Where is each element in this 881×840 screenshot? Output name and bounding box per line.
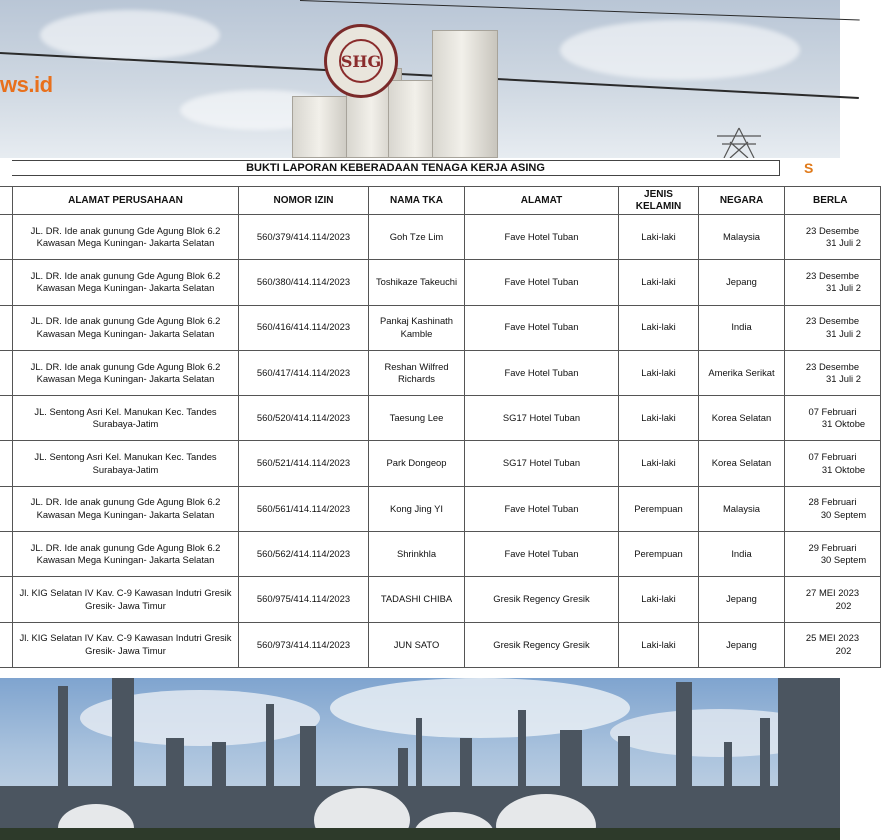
worker-name-cell: Shrinkhla bbox=[369, 532, 465, 577]
seal-emblem: SHG bbox=[339, 39, 383, 83]
gender-cell: Perempuan bbox=[619, 486, 699, 531]
company-address-cell: JL. DR. Ide anak gunung Gde Agung Blok 6.2 Kawasan Mega Kuningan- Jakarta Selatan bbox=[13, 305, 239, 350]
column-header-index bbox=[0, 187, 13, 215]
worker-name-cell: Pankaj Kashinath Kamble bbox=[369, 305, 465, 350]
permit-number-cell: 560/561/414.114/2023 bbox=[239, 486, 369, 531]
company-seal bbox=[324, 24, 398, 98]
validity-end: 202 bbox=[835, 644, 852, 656]
country-cell: Korea Selatan bbox=[699, 396, 785, 441]
residence-address-cell: Fave Hotel Tuban bbox=[465, 260, 619, 305]
validity-end: 30 Septem bbox=[820, 554, 867, 566]
row-index-cell bbox=[0, 532, 13, 577]
table-row bbox=[0, 577, 881, 622]
validity-cell bbox=[785, 396, 881, 441]
row-index-cell bbox=[0, 486, 13, 531]
permit-number-cell: 560/416/414.114/2023 bbox=[239, 305, 369, 350]
row-index-cell bbox=[0, 305, 13, 350]
validity-cell bbox=[785, 260, 881, 305]
worker-name-cell: Reshan Wilfred Richards bbox=[369, 350, 465, 395]
row-index-cell bbox=[0, 260, 13, 305]
table-row bbox=[0, 350, 881, 395]
validity-cell bbox=[785, 577, 881, 622]
table-row bbox=[0, 486, 881, 531]
permit-number-cell: 560/417/414.114/2023 bbox=[239, 350, 369, 395]
validity-start: 07 Februari bbox=[808, 405, 857, 417]
validity-start: 27 MEI 2023 bbox=[805, 587, 860, 599]
column-header-alamat-perusahaan: ALAMAT PERUSAHAAN bbox=[13, 187, 239, 215]
validity-cell bbox=[785, 441, 881, 486]
gender-cell: Laki-laki bbox=[619, 622, 699, 667]
table-row bbox=[0, 215, 881, 260]
table-row bbox=[0, 396, 881, 441]
table-row bbox=[0, 622, 881, 667]
permit-number-cell: 560/379/414.114/2023 bbox=[239, 215, 369, 260]
residence-address-cell: Fave Hotel Tuban bbox=[465, 215, 619, 260]
worker-name-cell: Goh Tze Lim bbox=[369, 215, 465, 260]
gender-cell: Laki-laki bbox=[619, 441, 699, 486]
transmission-tower-icon bbox=[712, 128, 766, 158]
validity-start: 23 Desembe bbox=[805, 224, 860, 236]
worker-name-cell: JUN SATO bbox=[369, 622, 465, 667]
validity-start: 07 Februari bbox=[808, 451, 857, 463]
residence-address-cell: Gresik Regency Gresik bbox=[465, 622, 619, 667]
country-cell: India bbox=[699, 305, 785, 350]
column-header-jenis-kelamin: JENIS KELAMIN bbox=[619, 187, 699, 215]
worker-name-cell: Toshikaze Takeuchi bbox=[369, 260, 465, 305]
validity-cell bbox=[785, 532, 881, 577]
row-index-cell bbox=[0, 215, 13, 260]
gender-cell: Laki-laki bbox=[619, 396, 699, 441]
validity-end: 31 Oktobe bbox=[821, 418, 866, 430]
permit-number-cell: 560/520/414.114/2023 bbox=[239, 396, 369, 441]
table-row bbox=[0, 305, 881, 350]
company-address-cell: JL. DR. Ide anak gunung Gde Agung Blok 6.2 Kawasan Mega Kuningan- Jakarta Selatan bbox=[13, 260, 239, 305]
document-title: BUKTI LAPORAN KEBERADAAN TENAGA KERJA ASING bbox=[12, 160, 780, 176]
country-cell: Jepang bbox=[699, 622, 785, 667]
row-index-cell bbox=[0, 577, 13, 622]
validity-end: 30 Septem bbox=[820, 508, 867, 520]
country-cell: Korea Selatan bbox=[699, 441, 785, 486]
validity-end: 31 Juli 2 bbox=[826, 282, 861, 294]
validity-start: 23 Desembe bbox=[805, 360, 860, 372]
header-photo bbox=[0, 0, 840, 158]
table-row bbox=[0, 532, 881, 577]
validity-cell bbox=[785, 305, 881, 350]
company-address-cell: JL. Sentong Asri Kel. Manukan Kec. Tandes Surabaya-Jatim bbox=[13, 441, 239, 486]
gender-cell: Perempuan bbox=[619, 532, 699, 577]
validity-cell bbox=[785, 350, 881, 395]
row-index-cell bbox=[0, 441, 13, 486]
company-address-cell: JL. DR. Ide anak gunung Gde Agung Blok 6.2 Kawasan Mega Kuningan- Jakarta Selatan bbox=[13, 532, 239, 577]
worker-name-cell: Taesung Lee bbox=[369, 396, 465, 441]
corner-label: S bbox=[804, 160, 814, 176]
validity-end: 202 bbox=[835, 599, 852, 611]
residence-address-cell: Fave Hotel Tuban bbox=[465, 532, 619, 577]
gender-cell: Laki-laki bbox=[619, 215, 699, 260]
worker-name-cell: Park Dongeop bbox=[369, 441, 465, 486]
validity-end: 31 Juli 2 bbox=[826, 373, 861, 385]
residence-address-cell: SG17 Hotel Tuban bbox=[465, 441, 619, 486]
validity-end: 31 Oktobe bbox=[821, 463, 866, 475]
validity-cell bbox=[785, 215, 881, 260]
cloud bbox=[560, 20, 800, 80]
validity-start: 29 Februari bbox=[808, 541, 857, 553]
country-cell: Malaysia bbox=[699, 486, 785, 531]
company-address-cell: JL. DR. Ide anak gunung Gde Agung Blok 6.2 Kawasan Mega Kuningan- Jakarta Selatan bbox=[13, 215, 239, 260]
worker-name-cell: Kong Jing YI bbox=[369, 486, 465, 531]
validity-end: 31 Juli 2 bbox=[826, 327, 861, 339]
residence-address-cell: Gresik Regency Gresik bbox=[465, 577, 619, 622]
country-cell: Malaysia bbox=[699, 215, 785, 260]
permit-number-cell: 560/973/414.114/2023 bbox=[239, 622, 369, 667]
validity-start: 25 MEI 2023 bbox=[805, 632, 860, 644]
company-address-cell: JL. Sentong Asri Kel. Manukan Kec. Tandes Surabaya-Jatim bbox=[13, 396, 239, 441]
validity-start: 28 Februari bbox=[808, 496, 857, 508]
validity-cell bbox=[785, 622, 881, 667]
gender-cell: Laki-laki bbox=[619, 350, 699, 395]
residence-address-cell: Fave Hotel Tuban bbox=[465, 305, 619, 350]
row-index-cell bbox=[0, 396, 13, 441]
validity-start: 23 Desembe bbox=[805, 315, 860, 327]
monument bbox=[292, 18, 502, 158]
monument-block bbox=[292, 96, 352, 158]
brand-logo: ws.id bbox=[0, 72, 53, 97]
gender-cell: Laki-laki bbox=[619, 260, 699, 305]
country-cell: Jepang bbox=[699, 260, 785, 305]
validity-start: 23 Desembe bbox=[805, 269, 860, 281]
column-header-berlaku: BERLA bbox=[785, 187, 881, 215]
gender-cell: Laki-laki bbox=[619, 305, 699, 350]
report-document bbox=[0, 158, 867, 678]
column-header-nama-tka: NAMA TKA bbox=[369, 187, 465, 215]
column-header-nomor-izin: NOMOR IZIN bbox=[239, 187, 369, 215]
cloud bbox=[40, 10, 220, 60]
residence-address-cell: SG17 Hotel Tuban bbox=[465, 396, 619, 441]
row-index-cell bbox=[0, 350, 13, 395]
company-address-cell: JL. DR. Ide anak gunung Gde Agung Blok 6.2 Kawasan Mega Kuningan- Jakarta Selatan bbox=[13, 350, 239, 395]
validity-cell bbox=[785, 486, 881, 531]
country-cell: Jepang bbox=[699, 577, 785, 622]
foreign-worker-table bbox=[0, 186, 881, 668]
refinery-photo bbox=[0, 678, 840, 840]
worker-name-cell: TADASHI CHIBA bbox=[369, 577, 465, 622]
permit-number-cell: 560/975/414.114/2023 bbox=[239, 577, 369, 622]
table-row bbox=[0, 441, 881, 486]
residence-address-cell: Fave Hotel Tuban bbox=[465, 350, 619, 395]
column-header-alamat: ALAMAT bbox=[465, 187, 619, 215]
company-address-cell: Jl. KIG Selatan IV Kav. C-9 Kawasan Indutri Gresik Gresik- Jawa Timur bbox=[13, 577, 239, 622]
column-header-negara: NEGARA bbox=[699, 187, 785, 215]
row-index-cell bbox=[0, 622, 13, 667]
table-row bbox=[0, 260, 881, 305]
country-cell: Amerika Serikat bbox=[699, 350, 785, 395]
permit-number-cell: 560/521/414.114/2023 bbox=[239, 441, 369, 486]
table-header-row bbox=[0, 187, 881, 215]
residence-address-cell: Fave Hotel Tuban bbox=[465, 486, 619, 531]
country-cell: India bbox=[699, 532, 785, 577]
company-address-cell: JL. DR. Ide anak gunung Gde Agung Blok 6.2 Kawasan Mega Kuningan- Jakarta Selatan bbox=[13, 486, 239, 531]
monument-block bbox=[432, 30, 498, 158]
validity-end: 31 Juli 2 bbox=[826, 237, 861, 249]
gender-cell: Laki-laki bbox=[619, 577, 699, 622]
permit-number-cell: 560/562/414.114/2023 bbox=[239, 532, 369, 577]
company-address-cell: Jl. KIG Selatan IV Kav. C-9 Kawasan Indutri Gresik Gresik- Jawa Timur bbox=[13, 622, 239, 667]
permit-number-cell: 560/380/414.114/2023 bbox=[239, 260, 369, 305]
